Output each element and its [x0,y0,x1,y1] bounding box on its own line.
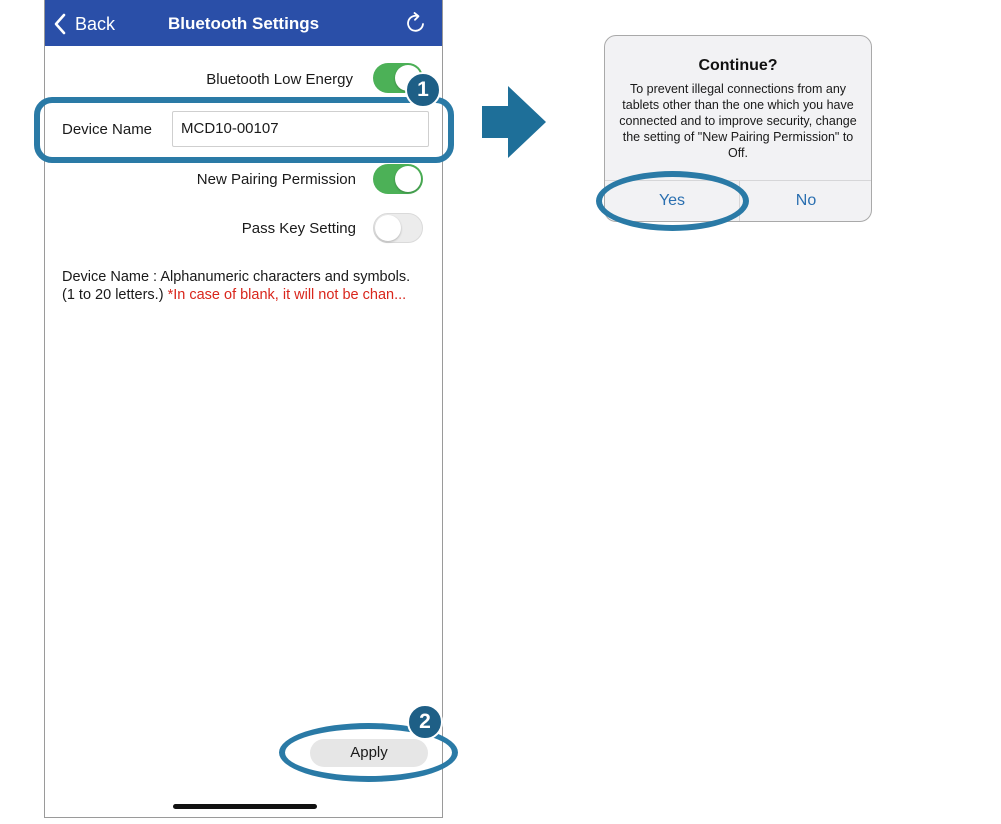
dialog-message: To prevent illegal connections from any tablets other than the one which you have connected and to improve security, change the setting of "New Pairing Permission" to Off. [619,82,857,160]
passkey-label: Pass Key Setting [241,220,356,237]
navigation-bar [45,0,442,46]
step-2-badge: 2 [407,704,443,740]
help-line-1: Device Name : Alphanumeric characters and symbols. [62,269,411,285]
blank-warning: *In case of blank, it will not be chan... [167,287,407,303]
arrow-right-icon [482,86,546,158]
no-button[interactable]: No [795,192,817,209]
callout-ring-device-name [34,97,454,163]
toggle-knob [375,215,401,241]
help-line-2-prefix: (1 to 20 letters.) [62,287,168,303]
refresh-icon[interactable] [404,11,428,35]
step-1-badge: 1 [405,72,441,108]
page-title: Bluetooth Settings [167,14,320,33]
device-name-label: Device Name [62,121,153,138]
yes-button[interactable]: Yes [658,192,686,209]
home-indicator [173,804,317,809]
pairing-toggle[interactable] [373,164,423,194]
back-label: Back [75,13,116,34]
apply-button[interactable]: Apply [310,739,428,767]
ble-label: Bluetooth Low Energy [206,71,353,88]
device-name-input[interactable]: MCD10-00107 [172,111,429,147]
callout-ring-yes [596,171,749,231]
passkey-toggle[interactable] [373,213,423,243]
help-line-2 [62,286,442,304]
help-text [62,268,442,304]
pairing-label: New Pairing Permission [196,171,356,188]
toggle-knob [395,166,421,192]
dialog-title: Continue? [698,57,778,74]
